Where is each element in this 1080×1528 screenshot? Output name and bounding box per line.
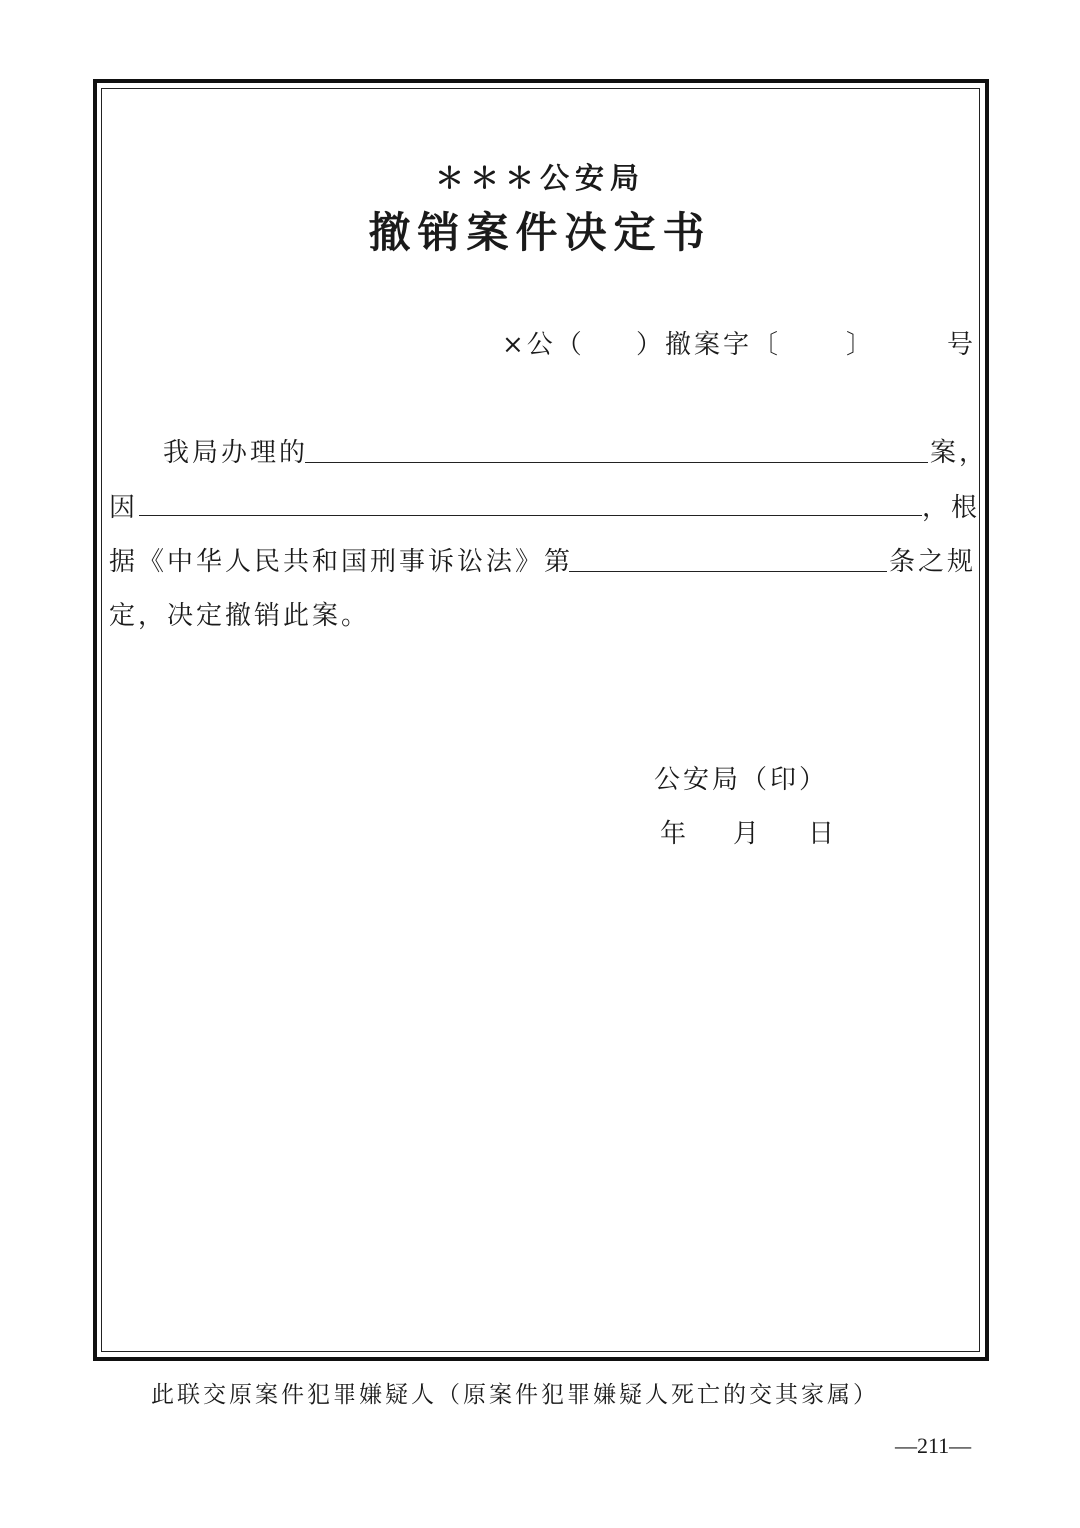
case-intro-text: 我局办理的 — [163, 438, 309, 468]
date-year-label: 年 — [660, 819, 690, 849]
issuing-authority-seal: 公安局（印） — [654, 765, 829, 795]
doc-number-suffix: 号 — [947, 330, 977, 360]
article-number-blank[interactable] — [569, 571, 887, 572]
doc-number-bracket-close: 〕 — [846, 330, 876, 360]
decision-text: 定，决定撤销此案。 — [109, 601, 371, 631]
form-border-inner — [101, 88, 980, 1352]
date-month-label: 月 — [733, 819, 763, 849]
reason-text: 因 — [109, 493, 139, 523]
case-intro-end: 案， — [930, 438, 989, 468]
page-number: —211— — [895, 1433, 972, 1458]
copy-recipient-note: 此联交原案件犯罪嫌疑人（原案件犯罪嫌疑人死亡的交其家属） — [151, 1382, 879, 1408]
law-basis-end: 条之规 — [889, 547, 977, 577]
reason-blank[interactable] — [139, 515, 922, 516]
reason-end: ，根 — [922, 493, 981, 523]
case-name-blank[interactable] — [305, 462, 928, 463]
law-basis-text: 据《中华人民共和国刑事诉讼法》第 — [109, 547, 574, 577]
agency-name: ＊＊＊公安局 — [434, 161, 645, 195]
doc-number-middle: ）撤案字〔 — [636, 330, 782, 360]
doc-number-prefix: ×公（ — [502, 330, 585, 360]
date-day-label: 日 — [808, 819, 838, 849]
document-title: 撤销案件决定书 — [368, 208, 712, 257]
